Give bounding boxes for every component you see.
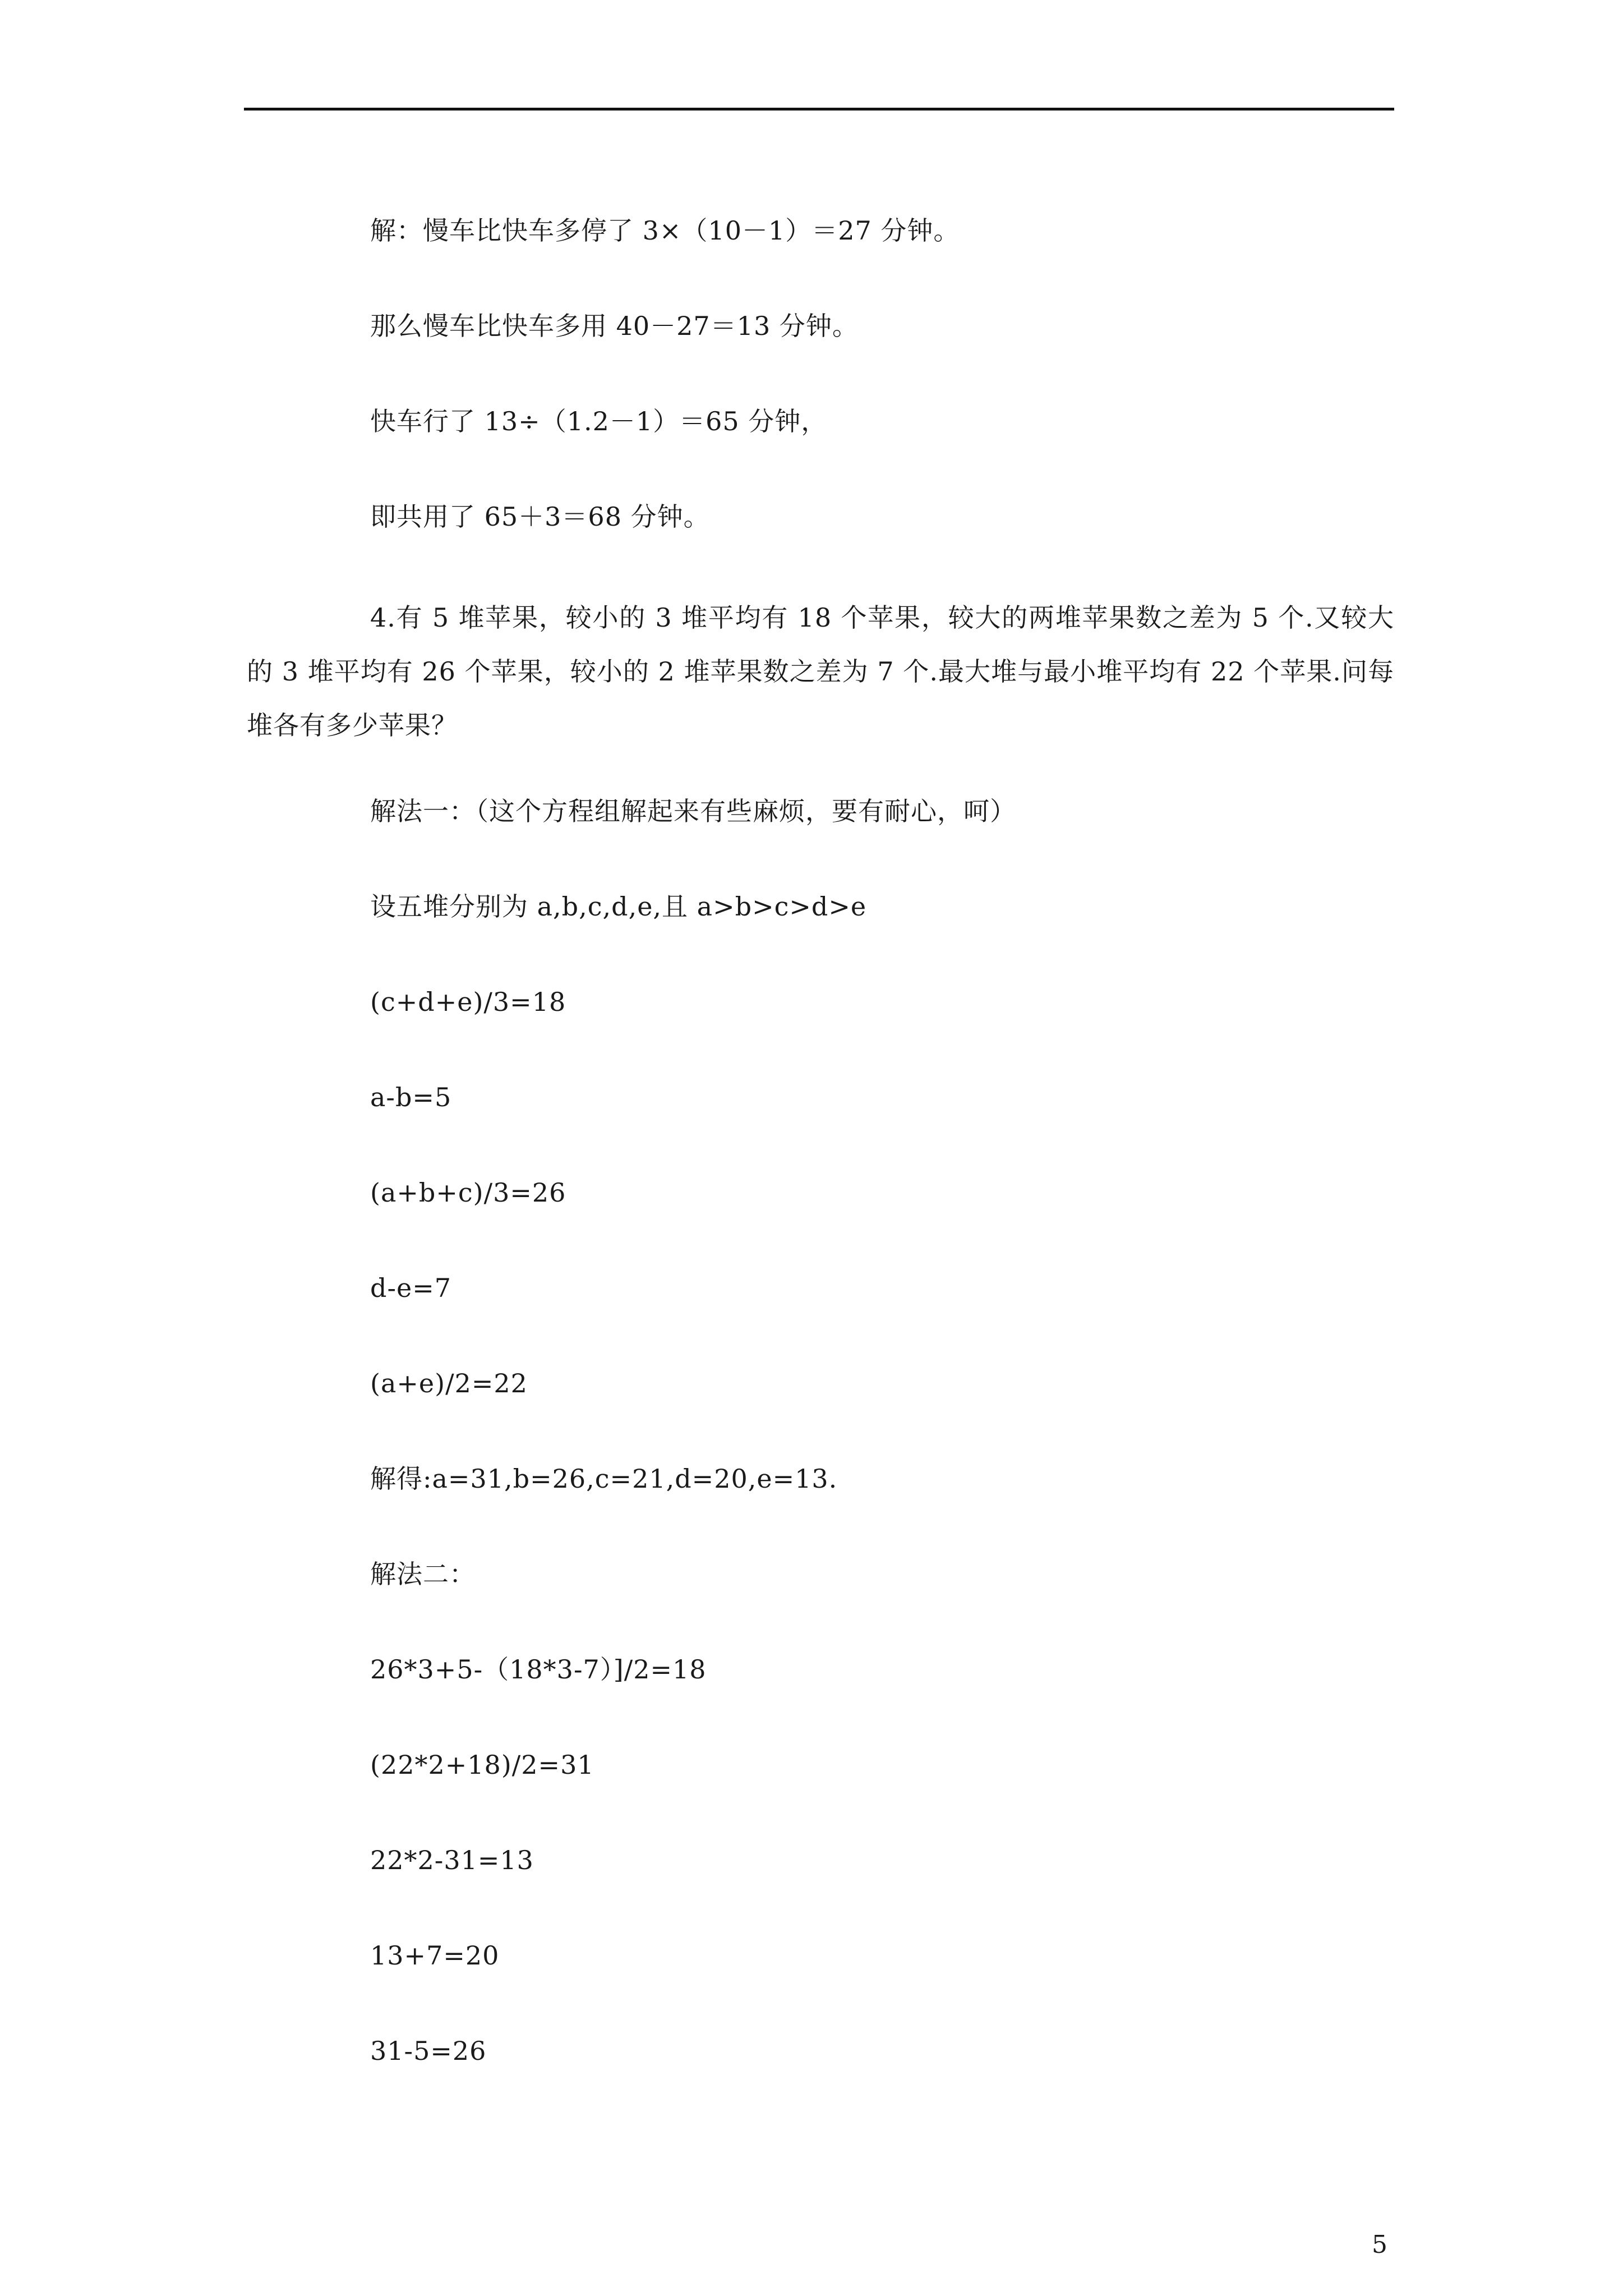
- method-2-step-4: 13+7=20: [370, 1940, 500, 1971]
- method-2-step-2: (22*2+18)/2=31: [370, 1750, 594, 1780]
- problem-4-text: 4.有 5 堆苹果，较小的 3 堆平均有 18 个苹果，较大的两堆苹果数之差为 5 个.又较大的 3 堆平均有 26 个苹果，较小的 2 堆苹果数之差为 7 个.最大堆与最小堆平均有 22 个苹果.问每堆各有多少苹果？: [247, 602, 1394, 740]
- solution-3-line-3: 快车行了 13÷（1.2－1）＝65 分钟，: [370, 406, 828, 436]
- header-rule: [244, 108, 1394, 111]
- solution-3-line-1: 解：慢车比快车多停了 3×（10－1）＝27 分钟。: [370, 215, 960, 246]
- method-2-step-5: 31-5=26: [370, 2036, 487, 2066]
- equation-1: (c+d+e)/3=18: [370, 987, 566, 1017]
- equation-4: d-e=7: [370, 1273, 452, 1303]
- method-1-result: 解得:a=31,b=26,c=21,d=20,e=13.: [370, 1464, 838, 1494]
- method-1-heading: 解法一：（这个方程组解起来有些麻烦，要有耐心，呵）: [370, 796, 1016, 826]
- method-2-step-1: 26*3+5-（18*3-7）]/2=18: [370, 1654, 707, 1685]
- solution-3-line-4: 即共用了 65＋3＝68 分钟。: [370, 501, 710, 532]
- equation-5: (a+e)/2=22: [370, 1368, 528, 1398]
- method-2-step-3: 22*2-31=13: [370, 1845, 534, 1875]
- method-1-setup: 设五堆分别为 a,b,c,d,e,且 a>b>c>d>e: [370, 891, 867, 922]
- page-number: 5: [1372, 2230, 1387, 2259]
- equation-2: a-b=5: [370, 1082, 452, 1112]
- method-2-heading: 解法二：: [370, 1559, 476, 1589]
- equation-3: (a+b+c)/3=26: [370, 1177, 566, 1208]
- solution-3-line-2: 那么慢车比快车多用 40－27＝13 分钟。: [370, 311, 859, 341]
